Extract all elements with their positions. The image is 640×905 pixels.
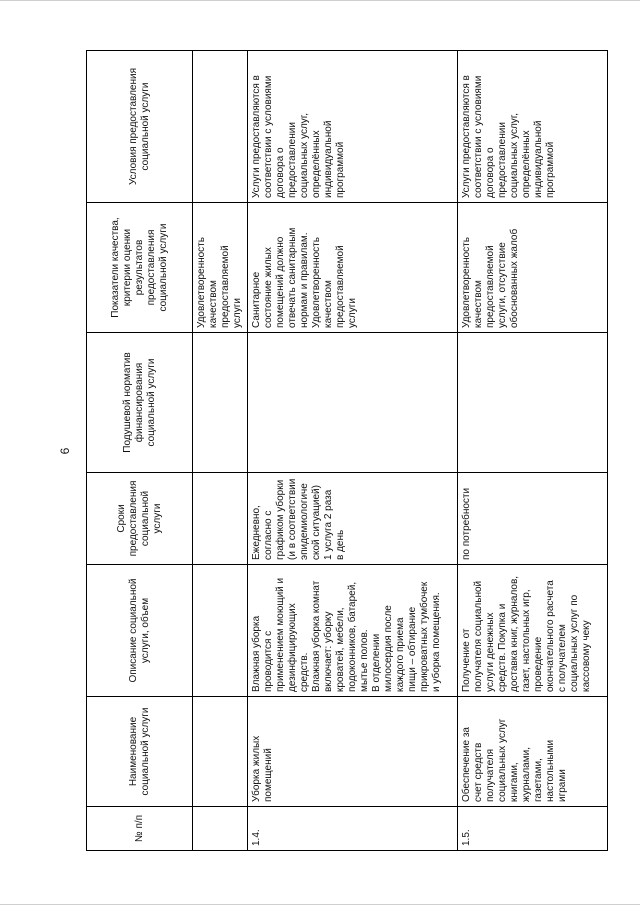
header-number: № п/п <box>87 807 193 851</box>
page-top-edge <box>0 0 640 1</box>
table-row <box>458 51 608 851</box>
rotated-page <box>46 51 616 851</box>
cell-number: 1.4. <box>248 807 458 851</box>
cell-quality: Удовлетворенность качеством предоставляемой услуги, отсутствие обоснованных жалоб <box>458 203 608 333</box>
header-service-name: Наименование социальной услуги <box>87 697 193 807</box>
cell-number: 1.5. <box>458 807 608 851</box>
cell-term: Ежедневно, согласно с графиком уборки (и в соответствии эпидемиологиче ской ситуацией) 1 услуга 2 раза в день <box>248 473 458 565</box>
cell-service-name <box>193 697 248 807</box>
cell-norm <box>193 333 248 473</box>
header-conditions: Условия предоставления социальной услуги <box>87 51 193 203</box>
cell-service-name: Уборка жилых помещений <box>248 697 458 807</box>
cell-norm <box>458 333 608 473</box>
cell-norm <box>248 333 458 473</box>
header-quality: Показатели качества, критерии оценки результатов предоставления социальной услуги <box>87 203 193 333</box>
cell-term: по потребности <box>458 473 608 565</box>
header-norm: Подушевой норматив финансирования социальной услуги <box>87 333 193 473</box>
cell-description: Получение от получателя социальной услуги денежных средств. Покупка и доставка книг, журналов, газет, настольных игр, проведение окончательного расчета с получателем социальных услуг по кассовому чеку <box>458 565 608 697</box>
cell-conditions: Услуги предоставляются в соответствии с условиями договора о предоставлении социальных услуг, определённых индивидуальной программой <box>248 51 458 203</box>
cell-quality: Санитарное состояние жилых помещений должно отвечать санитарным нормам и правилам. Удовлетворенность качеством предоставляемой услуги <box>248 203 458 333</box>
cell-description: Влажная уборка проводится с применением моющий и дезинфицирующих средств. Влажная уборка комнат включает: уборку кроватей, мебели, подоконников, батарей, мытье полов. В отделении милосердия после каждого приема пищи – обтирание прикроватных тумбочек и уборка помещения. <box>248 565 458 697</box>
cell-term <box>193 473 248 565</box>
cell-number <box>193 807 248 851</box>
table-header-row <box>87 51 193 851</box>
services-table <box>86 50 608 851</box>
table-row <box>248 51 458 851</box>
table-row <box>193 51 248 851</box>
cell-conditions <box>193 51 248 203</box>
cell-service-name: Обеспечение за счет средств получателя социальных услуг книгами, журналами, газетами, настольными играми <box>458 697 608 807</box>
header-term: Сроки предоставления социальной услуги <box>87 473 193 565</box>
cell-quality: Удовлетворенность качеством предоставляемой услуги <box>193 203 248 333</box>
cell-conditions: Услуги предоставляются в соответствии с условиями договора о предоставлении социальных услуг, определённых индивидуальной программой <box>458 51 608 203</box>
header-description: Описание социальной услуги, объем <box>87 565 193 697</box>
cell-description <box>193 565 248 697</box>
page-number: 6 <box>58 447 72 455</box>
